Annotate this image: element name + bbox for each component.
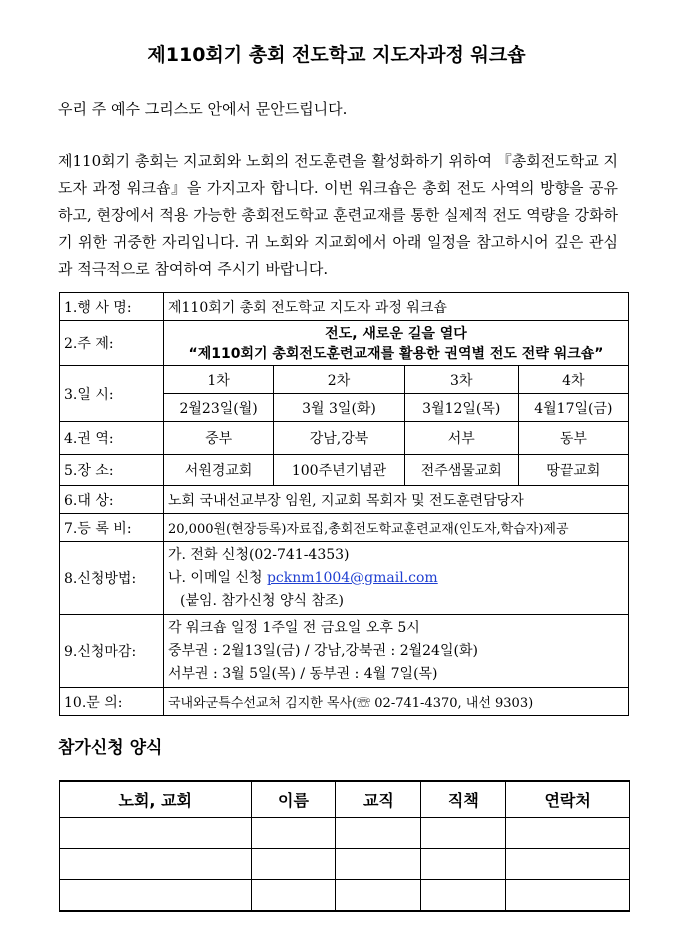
form-cell[interactable] — [251, 880, 336, 912]
form-cell[interactable] — [506, 849, 630, 880]
form-header-name: 이름 — [251, 781, 336, 818]
form-row — [60, 849, 630, 880]
round-3: 3차 — [404, 366, 518, 394]
venue-label: 5.장 소: — [60, 455, 164, 486]
target-row — [60, 486, 629, 514]
event-label: 1.행 사 명: — [60, 293, 164, 321]
form-cell[interactable] — [336, 849, 421, 880]
apply-value — [164, 542, 629, 615]
apply-email-prefix: 나. 이메일 신청 — [168, 569, 267, 586]
target-value: 노회 국내선교부장 임원, 지교회 목회자 및 전도훈련담당자 — [164, 486, 629, 514]
form-title: 참가신청 양식 — [58, 738, 163, 758]
form-cell[interactable] — [251, 818, 336, 849]
region-2: 강남,강북 — [274, 422, 405, 455]
date-label: 3.일 시: — [60, 366, 164, 422]
form-cell[interactable] — [421, 849, 506, 880]
form-cell[interactable] — [60, 880, 252, 912]
venue-1: 서원경교회 — [164, 455, 274, 486]
form-cell[interactable] — [506, 818, 630, 849]
theme-line2: “제110회기 총회전도훈련교재를 활용한 권역별 전도 전략 워크숍” — [188, 346, 604, 362]
intro-paragraph: 제110회기 총회는 지교회와 노회의 전도훈련을 활성화하기 위하여 『총회전도학교 지도자 과정 워크숍』을 가지고자 합니다. 이번 워크숍은 총회 전도 사역의 방향을 공유하고, 현장에서 적용 가능한 총회전도학교 훈련교재를 통한 실제적 전도 역량을 강화하기 위한 귀중한 자리입니다. 귀 노회와 지교회에서 아래 일정을 참고하시어 깊은 관심과 적극적으로 참여하여 주시기 바랍니다. — [58, 152, 618, 278]
round-1: 1차 — [164, 366, 274, 394]
form-header-position: 직책 — [421, 781, 506, 818]
venue-2: 100주년기념관 — [274, 455, 405, 486]
form-cell[interactable] — [251, 849, 336, 880]
page-title: 제110회기 총회 전도학교 지도자과정 워크숍 — [147, 44, 526, 66]
theme-label: 2.주 제: — [60, 321, 164, 366]
fee-row — [60, 514, 629, 542]
form-cell[interactable] — [421, 880, 506, 912]
email-link[interactable]: pcknm1004@gmail.com — [266, 569, 438, 586]
region-row — [60, 422, 629, 455]
fee-label: 7.등 록 비: — [60, 514, 164, 542]
application-form-table — [59, 780, 630, 912]
deadline-line1: 각 워크숍 일정 1주일 전 금요일 오후 5시 — [168, 619, 420, 636]
apply-note: (붙임. 참가신청 양식 참조) — [180, 592, 344, 609]
fee-value: 20,000원(현장등록)자료집,총회전도학교훈련교재(인도자,학습자)제공 — [164, 514, 629, 542]
venue-4: 땅끝교회 — [518, 455, 628, 486]
region-1: 중부 — [164, 422, 274, 455]
form-header-row — [60, 781, 630, 818]
deadline-row — [60, 615, 629, 688]
form-row — [60, 818, 630, 849]
date-4: 4월17일(금) — [518, 394, 628, 422]
apply-email-line — [168, 567, 624, 590]
region-3: 서부 — [404, 422, 518, 455]
round-4: 4차 — [518, 366, 628, 394]
form-header-church: 노회, 교회 — [60, 781, 252, 818]
form-cell[interactable] — [336, 880, 421, 912]
deadline-label: 9.신청마감: — [60, 615, 164, 688]
form-header-clergy: 교직 — [336, 781, 421, 818]
date-1: 2월23일(월) — [164, 394, 274, 422]
form-cell[interactable] — [60, 818, 252, 849]
date-3: 3월12일(목) — [404, 394, 518, 422]
deadline-line3: 서부권 : 3월 5일(목) / 동부권 : 4월 7일(목) — [168, 665, 438, 682]
contact-row — [60, 688, 629, 716]
target-label: 6.대 상: — [60, 486, 164, 514]
contact-label: 10.문 의: — [60, 688, 164, 716]
venue-row — [60, 455, 629, 486]
round-row — [60, 366, 629, 394]
form-row — [60, 880, 630, 912]
apply-phone: 가. 전화 신청(02-741-4353) — [168, 546, 350, 563]
form-cell[interactable] — [506, 880, 630, 912]
venue-3: 전주샘물교회 — [404, 455, 518, 486]
event-row — [60, 293, 629, 321]
region-4: 동부 — [518, 422, 628, 455]
apply-label: 8.신청방법: — [60, 542, 164, 615]
contact-value: 국내와군특수선교처 김지한 목사(☏ 02-741-4370, 내선 9303) — [164, 688, 629, 716]
theme-line1: 전도, 새로운 길을 열다 — [325, 326, 467, 342]
deadline-value — [164, 615, 629, 688]
form-cell[interactable] — [60, 849, 252, 880]
form-cell[interactable] — [421, 818, 506, 849]
theme-value — [164, 321, 629, 366]
event-value: 제110회기 총회 전도학교 지도자 과정 워크숍 — [164, 293, 629, 321]
theme-row — [60, 321, 629, 366]
form-cell[interactable] — [336, 818, 421, 849]
apply-row — [60, 542, 629, 615]
greeting: 우리 주 예수 그리스도 안에서 문안드립니다. — [58, 100, 348, 118]
date-2: 3월 3일(화) — [274, 394, 405, 422]
deadline-line2: 중부권 : 2월13일(금) / 강남,강북권 : 2월24일(화) — [168, 642, 478, 659]
round-2: 2차 — [274, 366, 405, 394]
info-table — [59, 292, 629, 716]
form-header-contact: 연락처 — [506, 781, 630, 818]
region-label: 4.권 역: — [60, 422, 164, 455]
